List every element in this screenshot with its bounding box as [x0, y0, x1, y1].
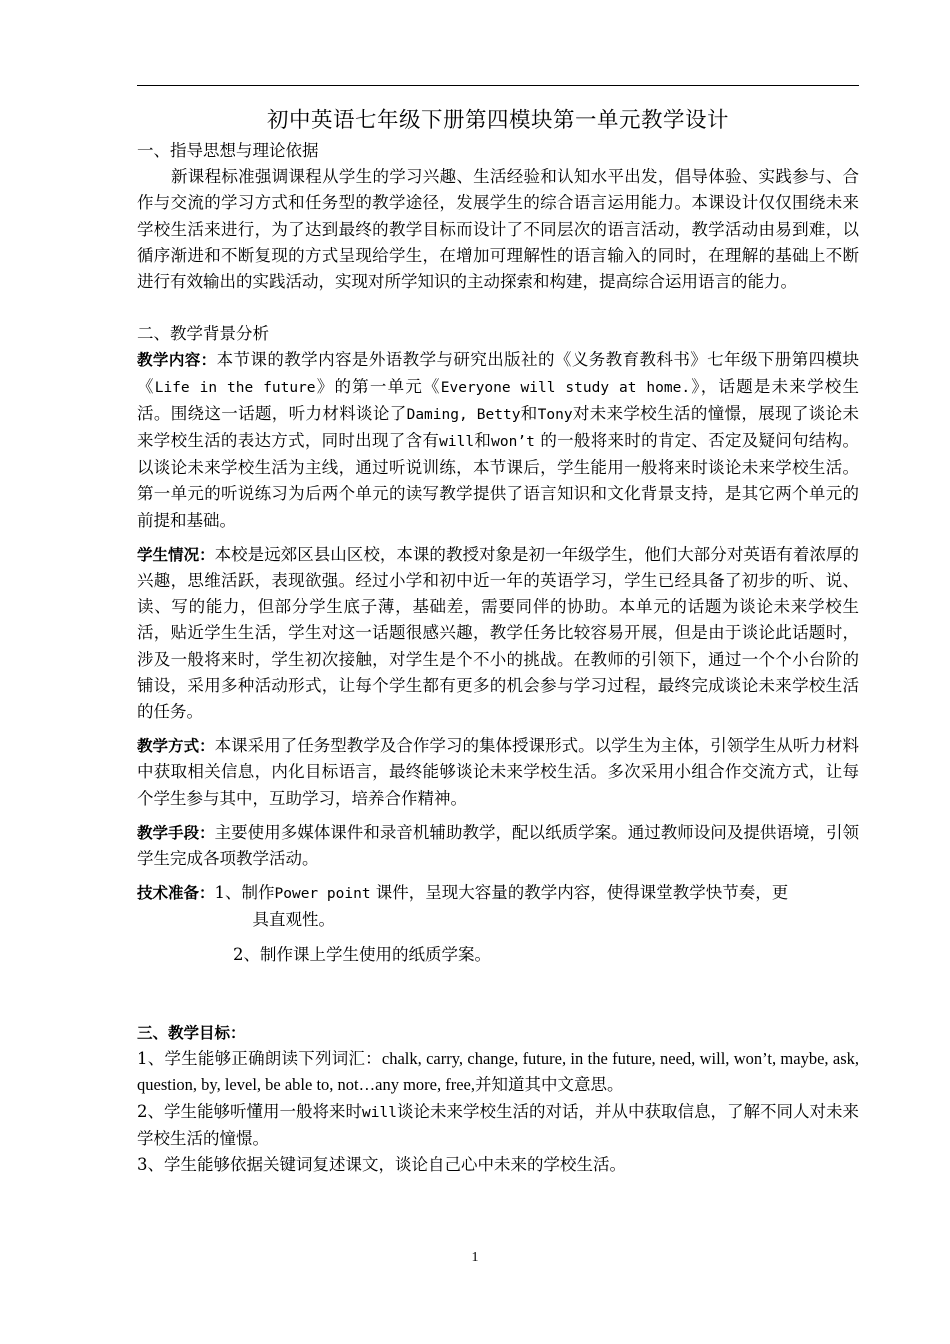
student-situation-paragraph: [137, 542, 859, 725]
tech-item-1-continuation: 具直观性。: [252, 910, 336, 930]
teaching-content-names-2: Tony: [537, 406, 573, 423]
teaching-content-paragraph: [137, 347, 859, 533]
teaching-content-text-1: 本节课的教学内容是外语教学与研究出版社的《义务教育教科书》七年级下册第四模块《: [137, 350, 859, 396]
student-situation-text: 本校是远郊区县山区校，本课的教授对象是初一年级学生，他们大部分对英语有着浓厚的兴趣，思维活跃，表现欲强。经过小学和初中近一年的英语学习，学生已经具备了初步的听、说、读、写的能力，但部分学生底子薄，基础差，需要同伴的协助。本单元的话题为谈论未来学校生活，贴近学生生活，学生对这一话题很感兴趣，教学任务比较容易开展，但是由于谈论此话题时，涉及一般将来时，学生初次接触，对学生是个不小的挑战。在教师的引领下，通过一个个小台阶的铺设，采用多种活动形式，让每个学生都有更多的机会参与学习过程，最终完成谈论未来学校生活的任务。: [137, 544, 859, 722]
teaching-content-text-2: 》的第一单元《: [315, 376, 441, 396]
student-situation-label: 学生情况：: [137, 545, 215, 564]
goal-1-vocabulary: chalk, carry, change, future, in the future, need, will, won’t, maybe, ask, question, by, level, be able to, not…any more, free,: [137, 1049, 860, 1095]
teaching-means-text: 主要使用多媒体课件和录音机辅助教学，配以纸质学案。通过教师设问及提供语境，引领学生完成各项教学活动。: [137, 822, 859, 869]
teaching-content-text-7: 的一般将来时的肯定、否定及疑问句结构。以谈论未来学校生活为主线，通过听说训练，本节课后，学生能用一般将来时谈论未来学校生活。第一单元的听说练习为后两个单元的读写教学提供了语言知识和文化背景支持，是其它两个单元的前提和基础。: [137, 431, 860, 530]
teaching-method-paragraph: [137, 733, 859, 812]
teaching-content-names-1: Daming, Betty: [406, 406, 521, 423]
page-number: 1: [471, 1250, 479, 1265]
goal-1-text-b: 并知道其中文意思。: [475, 1075, 624, 1095]
teaching-content-unit-title: Everyone will study at home.: [440, 379, 691, 396]
goal-1-text-a: 1、学生能够正确朗读下列词汇：: [137, 1049, 382, 1069]
teaching-means-label: 教学手段：: [137, 823, 215, 842]
goal-2: [137, 1099, 859, 1152]
header-rule: [137, 85, 859, 86]
section-3-heading: 三、教学目标：: [137, 1023, 246, 1042]
teaching-content-wont: won’t: [491, 434, 535, 451]
section-2-heading: 二、教学背景分析: [137, 324, 269, 344]
tech-preparation-label: 技术准备：: [137, 884, 215, 903]
goal-2-text-b: 谈论未来学校生活的对话，并从中获取信息，了解不同人对未来学校生活的憧憬。: [137, 1101, 860, 1148]
tech-preparation-paragraph: [137, 880, 859, 933]
teaching-content-label: 教学内容：: [137, 351, 217, 370]
tech-item-1-text-b: 课件，呈现大容量的教学内容，使得课堂教学快节奏，更: [370, 883, 789, 903]
section-1-heading: 一、指导思想与理论依据: [137, 141, 319, 160]
teaching-content-module-title: Life in the future: [154, 379, 316, 396]
tech-preparation-items: [215, 880, 859, 933]
tech-item-2: 2、制作课上学生使用的纸质学案。: [233, 944, 491, 964]
teaching-content-text-3: 》，话题是未来学校生活。围绕这一话题，听力材料谈论了: [137, 376, 860, 423]
goal-2-text-a: 2、学生能够听懂用一般将来时: [137, 1101, 363, 1121]
tech-item-1: [215, 880, 859, 907]
teaching-method-label: 教学方式：: [137, 737, 215, 756]
tech-item-1-software: Power point: [274, 886, 371, 903]
document-title: 初中英语七年级下册第四模块第一单元教学设计: [266, 108, 729, 133]
teaching-method-text: 本课采用了任务型教学及合作学习的集体授课形式。以学生为主体，引领学生从听力材料中获取相关信息，内化目标语言，最终能够谈论未来学校生活。多次采用小组合作交流方式，让每个学生参与其中，互助学习，培养合作精神。: [137, 736, 859, 808]
teaching-content-will: will: [439, 434, 475, 451]
teaching-content-text-4: 和: [520, 403, 538, 423]
goal-3: 3、学生能够依据关键词复述课文，谈论自己心中未来的学校生活。: [137, 1154, 626, 1174]
document-body: [137, 138, 859, 1178]
goal-1: [137, 1046, 859, 1098]
teaching-content-text-6: 和: [474, 431, 492, 451]
tech-item-1-text-a: 1、制作: [214, 883, 275, 903]
section-1-body: 新课程标准强调课程从学生的学习兴趣、生活经验和认知水平出发，倡导体验、实践参与、合作与交流的学习方式和任务型的教学途径，发展学生的综合语言运用能力。本课设计仅仅围绕未来学校生活来进行，为了达到最终的教学目标而设计了不同层次的语言活动，教学活动由易到难，以循序渐进和不断复现的方式呈现给学生，在增加可理解性的语言输入的同时，在理解的基础上不断进行有效输出的实践活动，实现对所学知识的主动探索和构建，提高综合运用语言的能力。: [137, 167, 859, 292]
goal-2-will: will: [362, 1104, 397, 1121]
teaching-means-paragraph: [137, 820, 859, 872]
teaching-content-text-5: 对未来学校生活的憧憬，展现了谈论未来学校生活的表达方式，同时出现了含有: [137, 403, 860, 451]
